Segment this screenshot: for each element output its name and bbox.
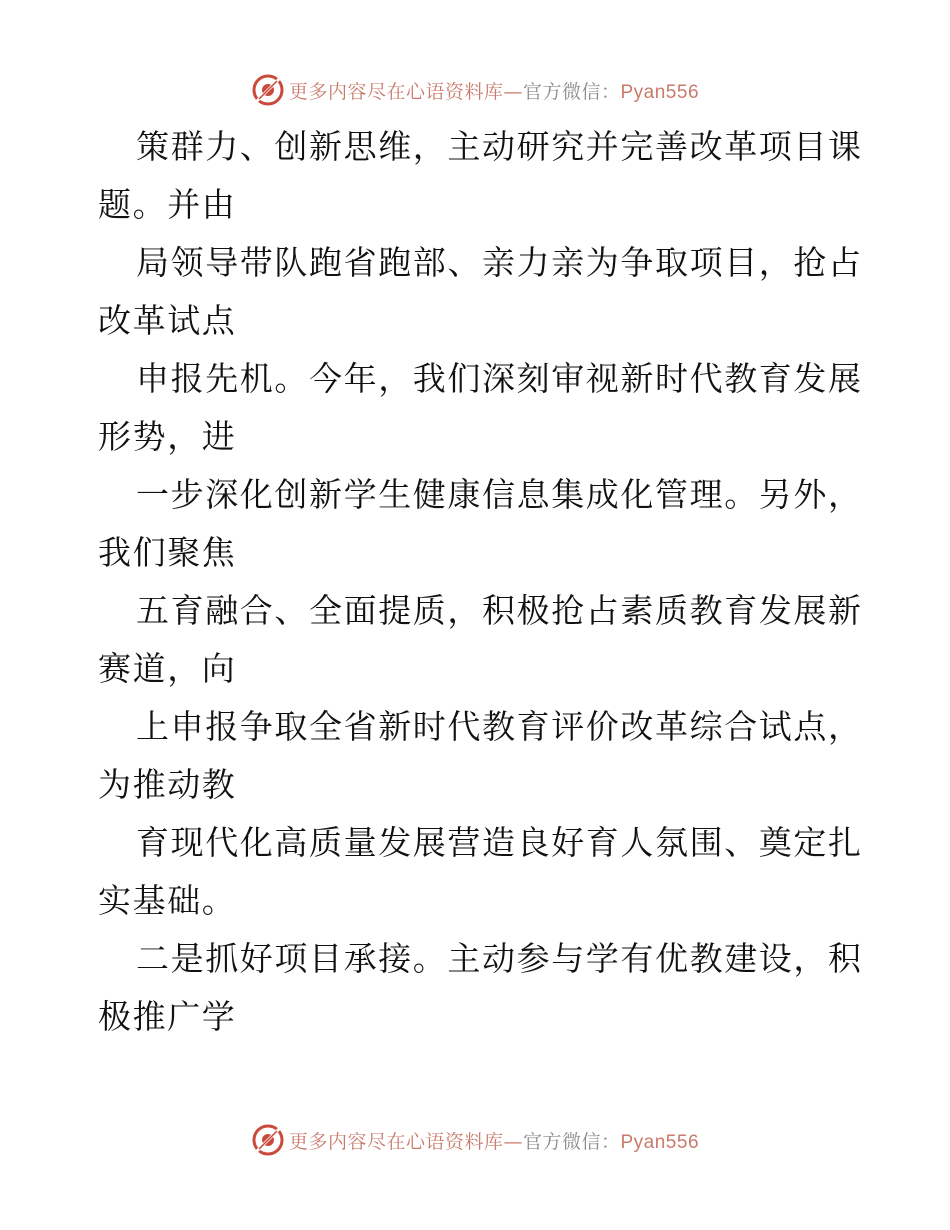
- text-line: 一步深化创新学生健康信息集成化管理。另外，: [136, 475, 863, 514]
- text-line: 为推动教: [98, 765, 237, 804]
- logo-icon: [251, 1123, 285, 1157]
- header-banner-text: 更多内容尽在心语资料库: [288, 80, 504, 103]
- footer-banner-text: 更多内容尽在心语资料库: [288, 1130, 504, 1153]
- footer-banner: [0, 1120, 950, 1160]
- text-line: 赛道，向: [98, 649, 237, 688]
- text-line: 上申报争取全省新时代教育评价改革综合试点，: [136, 707, 863, 746]
- text-line: 五育融合、全面提质，积极抢占素质教育发展新: [136, 591, 863, 630]
- text-line: 实基础。: [98, 881, 237, 920]
- header-banner-separator: —: [503, 80, 523, 103]
- header-banner: [0, 70, 950, 110]
- text-line: 二是抓好项目承接。主动参与学有优教建设，积: [136, 939, 863, 978]
- footer-banner-separator: —: [503, 1130, 523, 1153]
- text-line: 申报先机。今年，我们深刻审视新时代教育发展: [136, 359, 863, 398]
- footer-banner-label: 官方微信：: [522, 1130, 621, 1153]
- document-body: [98, 118, 863, 1046]
- text-line: 策群力、创新思维，主动研究并完善改革项目课: [136, 127, 863, 166]
- text-line: 育现代化高质量发展营造良好育人氛围、奠定扎: [136, 823, 863, 862]
- text-line: 局领导带队跑省跑部、亲力亲为争取项目，抢占: [136, 243, 863, 282]
- text-line: 改革试点: [98, 301, 237, 340]
- text-line: 题。并由: [98, 185, 237, 224]
- header-banner-label: 官方微信：: [522, 80, 621, 103]
- logo-icon: [251, 73, 285, 107]
- header-banner-id: Pyan556: [620, 81, 700, 103]
- text-line: 形势，进: [98, 417, 237, 456]
- text-line: 我们聚焦: [98, 533, 237, 572]
- text-line: 极推广学: [98, 997, 237, 1036]
- footer-banner-id: Pyan556: [620, 1131, 700, 1153]
